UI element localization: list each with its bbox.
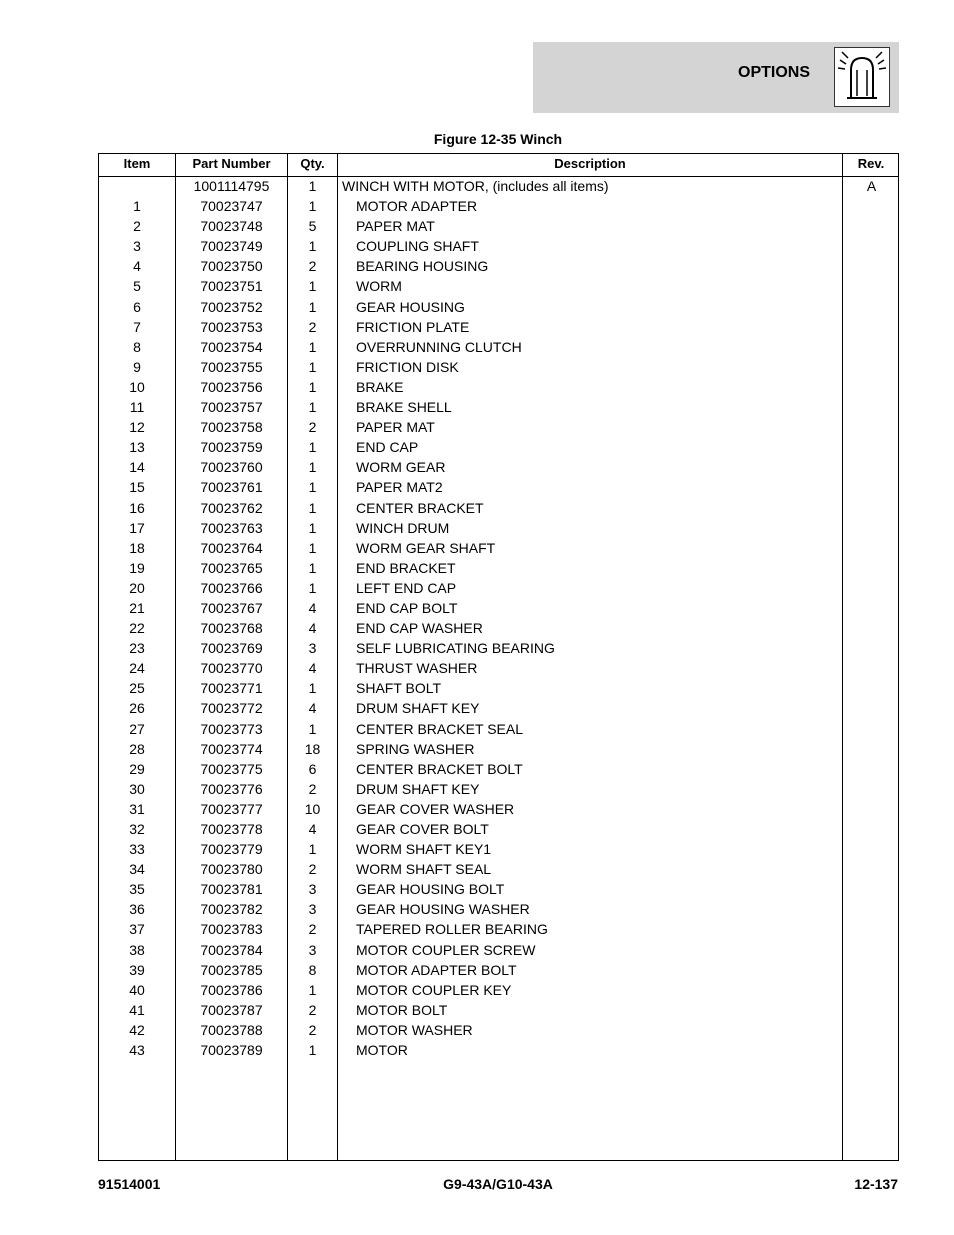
row-qty: 1 [308,499,317,516]
row-qty: 1 [308,278,317,295]
row-qty: 3 [308,901,317,918]
table-row [99,698,898,718]
table-row [99,859,898,879]
row-description: GEAR COVER BOLT [356,821,489,837]
row-description: WINCH DRUM [356,519,450,536]
table-row [99,397,898,417]
row-item: 29 [129,760,145,777]
table-row [99,377,898,397]
row-part-number: 70023780 [200,861,263,878]
figure-title: Figure 12-35 Winch [433,131,563,147]
column-header-rev: Rev. [857,156,885,171]
row-item: 3 [133,238,141,255]
row-item: 13 [129,439,145,456]
table-row [99,919,898,939]
table-row [99,578,898,598]
row-qty: 1 [308,399,317,416]
row-part-number: 70023758 [200,419,263,436]
table-row [99,779,898,799]
row-part-number: 70023777 [200,800,263,817]
row-qty: 1 [308,439,317,456]
row-part-number: 70023781 [200,881,263,898]
row-part-number: 70023783 [200,921,263,938]
row-description: MOTOR WASHER [356,1021,473,1038]
row-description: WORM SHAFT KEY1 [356,841,492,858]
row-part-number: 70023776 [200,780,263,797]
row-item: 10 [129,378,145,395]
row-qty: 2 [308,1001,317,1018]
row-item: 39 [129,961,145,978]
table-row [99,1020,898,1040]
row-item: 23 [129,640,145,657]
column-header-qty: Qty. [300,156,325,171]
row-part-number: 70023755 [200,358,263,375]
row-qty: 18 [304,740,321,757]
column-header-part-number: Part Number [192,156,271,171]
row-item: 31 [129,800,145,817]
row-description: BRAKE SHELL [356,399,452,416]
row-qty: 1 [308,981,317,998]
table-row [99,960,898,980]
row-part-number: 70023771 [200,680,263,697]
table-row [99,297,898,317]
row-description: OVERRUNNING CLUTCH [356,338,522,355]
table-row [99,276,898,296]
table-row [99,759,898,779]
row-item: 30 [129,780,145,797]
row-part-number: 70023775 [200,760,263,777]
row-description: SELF LUBRICATING BEARING [356,640,555,657]
row-part-number: 70023762 [200,499,263,516]
row-part-number: 70023768 [200,620,263,637]
row-rev: A [866,178,877,194]
row-item: 8 [133,338,141,355]
row-item: 42 [129,1021,145,1038]
row-item: 5 [133,278,141,295]
row-qty: 1 [308,238,317,255]
row-description: GEAR HOUSING [356,298,465,315]
row-qty: 4 [308,660,317,677]
table-row [99,518,898,538]
row-qty: 1 [308,559,317,576]
row-description: MOTOR ADAPTER [356,198,478,215]
table-row [99,638,898,658]
parts-table [98,153,899,1161]
table-row [99,216,898,236]
row-description: END CAP [356,439,419,456]
footer-doc-number: 91514001 [98,1176,161,1192]
table-row [99,417,898,437]
row-qty: 1 [308,519,317,536]
table-row [99,196,898,216]
row-qty: 2 [308,861,317,878]
row-qty: 1 [308,539,317,556]
table-row [99,477,898,497]
row-description: BRAKE [356,378,404,395]
table-row [99,980,898,1000]
row-description: LEFT END CAP [356,579,457,596]
row-item: 11 [129,399,145,416]
row-part-number: 70023773 [200,720,263,737]
table-row [99,538,898,558]
row-description: END CAP BOLT [356,599,458,616]
row-part-number: 70023765 [200,559,263,576]
row-qty: 6 [308,760,317,777]
row-qty: 3 [308,881,317,898]
row-part-number: 70023786 [200,981,263,998]
row-part-number: 70023769 [200,640,263,657]
row-part-number: 70023782 [200,901,263,918]
table-row [99,739,898,759]
row-item: 18 [129,539,145,556]
row-qty: 1 [308,358,317,375]
column-header-item: Item [123,156,151,171]
row-item: 34 [129,861,145,878]
table-row [99,236,898,256]
table-row [99,819,898,839]
table-row [99,719,898,739]
row-description: PAPER MAT [356,419,435,436]
row-description: PAPER MAT [356,218,435,235]
row-item: 43 [129,1042,145,1059]
row-description: MOTOR [356,1042,408,1059]
column-header-description: Description [554,156,626,171]
footer-page-number: 12-137 [854,1176,898,1192]
row-part-number: 70023778 [200,821,263,837]
row-item: 21 [129,599,145,616]
table-row [99,658,898,678]
row-part-number: 70023787 [200,1001,263,1018]
row-item: 16 [129,499,145,516]
row-description: WORM [356,278,402,295]
table-row [99,940,898,960]
table-row [99,176,898,196]
row-qty: 2 [308,258,317,275]
table-row [99,256,898,276]
row-description: FRICTION PLATE [356,318,470,335]
row-description: BEARING HOUSING [356,258,489,275]
emergency-light-icon [834,47,890,107]
table-row [99,678,898,698]
row-qty: 2 [308,318,317,335]
row-qty: 1 [308,680,317,697]
row-description: DRUM SHAFT KEY [356,700,480,717]
section-title: OPTIONS [738,64,811,81]
row-item: 4 [133,258,141,275]
row-qty: 2 [308,780,317,797]
row-item: 35 [129,881,145,898]
row-part-number: 70023759 [200,439,263,456]
row-part-number: 70023770 [200,660,263,677]
row-qty: 1 [308,479,317,496]
row-part-number: 70023748 [200,218,263,235]
row-item: 26 [129,700,145,717]
row-description: CENTER BRACKET SEAL [356,720,524,737]
table-row [99,799,898,819]
row-part-number: 70023784 [200,941,263,958]
row-item: 38 [129,941,145,958]
row-description: GEAR HOUSING BOLT [356,881,505,898]
row-qty: 1 [308,378,317,395]
row-item: 9 [133,358,141,375]
row-part-number: 70023767 [200,599,263,616]
row-part-number: 70023752 [200,298,263,315]
table-row [99,879,898,899]
row-qty: 4 [308,700,317,717]
row-item: 6 [133,298,141,315]
row-description: MOTOR COUPLER SCREW [356,941,536,958]
row-item: 27 [129,720,145,737]
table-row [99,899,898,919]
row-description: FRICTION DISK [356,358,459,375]
footer-model: G9-43A/G10-43A [443,1176,553,1192]
row-qty: 4 [308,821,317,837]
table-row [99,457,898,477]
row-description: MOTOR BOLT [356,1001,448,1018]
row-qty: 2 [308,921,317,938]
row-part-number: 70023763 [200,519,263,536]
row-part-number: 70023753 [200,318,263,335]
row-part-number: 70023754 [200,338,263,355]
row-item: 20 [129,579,145,596]
row-part-number: 70023749 [200,238,263,255]
row-qty: 4 [308,620,317,637]
row-item: 15 [129,479,145,496]
row-qty: 1 [308,338,317,355]
row-qty: 1 [308,298,317,315]
row-part-number: 70023750 [200,258,263,275]
row-description: TAPERED ROLLER BEARING [356,921,548,938]
row-part-number: 70023751 [200,278,263,295]
row-part-number: 70023757 [200,399,263,416]
row-item: 33 [129,841,145,858]
table-row [99,558,898,578]
row-description: GEAR HOUSING WASHER [356,901,530,918]
row-description: SPRING WASHER [356,740,475,757]
row-item: 24 [129,660,145,677]
row-item: 12 [129,419,145,436]
row-qty: 3 [308,640,317,657]
row-part-number: 70023772 [200,700,263,717]
table-row [99,618,898,638]
row-item: 40 [129,981,145,998]
row-part-number: 1001114795 [193,178,270,194]
row-part-number: 70023761 [200,479,263,496]
row-part-number: 70023764 [200,539,263,556]
row-qty: 8 [308,961,317,978]
row-part-number: 70023766 [200,579,263,596]
row-qty: 3 [308,941,317,958]
row-description: PAPER MAT2 [356,479,443,496]
row-part-number: 70023756 [200,378,263,395]
row-item: 37 [129,921,145,938]
row-description: MOTOR COUPLER KEY [356,981,512,998]
row-description: WINCH WITH MOTOR, (includes all items) [342,178,609,194]
table-row [99,1000,898,1020]
row-qty: 1 [308,579,317,596]
table-row [99,317,898,337]
row-description: COUPLING SHAFT [356,238,479,255]
row-part-number: 70023788 [200,1021,263,1038]
row-description: CENTER BRACKET [356,499,484,516]
row-part-number: 70023747 [200,198,263,215]
row-item: 22 [129,620,145,637]
row-qty: 4 [308,599,317,616]
row-item: 25 [129,680,145,697]
row-item: 2 [133,218,141,235]
table-row [99,498,898,518]
row-qty: 1 [308,720,317,737]
row-description: GEAR COVER WASHER [356,800,515,817]
row-item: 14 [129,459,145,476]
row-qty: 1 [308,178,317,194]
row-qty: 1 [308,198,317,215]
row-qty: 5 [308,218,317,235]
row-item: 1 [133,198,141,215]
row-item: 32 [129,821,145,837]
row-part-number: 70023774 [200,740,263,757]
row-qty: 1 [308,841,317,858]
row-item: 19 [129,559,145,576]
table-row [99,598,898,618]
table-row [99,437,898,457]
row-part-number: 70023789 [200,1042,263,1059]
row-description: THRUST WASHER [356,660,478,677]
row-description: WORM GEAR SHAFT [356,539,496,556]
table-row [99,839,898,859]
row-description: END CAP WASHER [356,620,483,637]
row-description: WORM GEAR [356,459,446,476]
row-item: 28 [129,740,145,757]
row-qty: 2 [308,1021,317,1038]
row-description: SHAFT BOLT [356,680,442,697]
row-qty: 1 [308,1042,317,1059]
row-description: END BRACKET [356,559,456,576]
table-row [99,1040,898,1060]
row-description: DRUM SHAFT KEY [356,780,480,797]
row-item: 36 [129,901,145,918]
table-body [99,176,898,1060]
row-item: 7 [133,318,141,335]
table-row [99,337,898,357]
row-qty: 10 [304,800,321,817]
row-item: 41 [129,1001,145,1018]
row-part-number: 70023760 [200,459,263,476]
row-description: MOTOR ADAPTER BOLT [356,961,517,978]
row-item: 17 [129,519,145,536]
row-part-number: 70023779 [200,841,263,858]
row-part-number: 70023785 [200,961,263,978]
row-description: WORM SHAFT SEAL [356,861,492,878]
row-description: CENTER BRACKET BOLT [356,760,523,777]
row-qty: 2 [308,419,317,436]
table-row [99,357,898,377]
row-qty: 1 [308,459,317,476]
